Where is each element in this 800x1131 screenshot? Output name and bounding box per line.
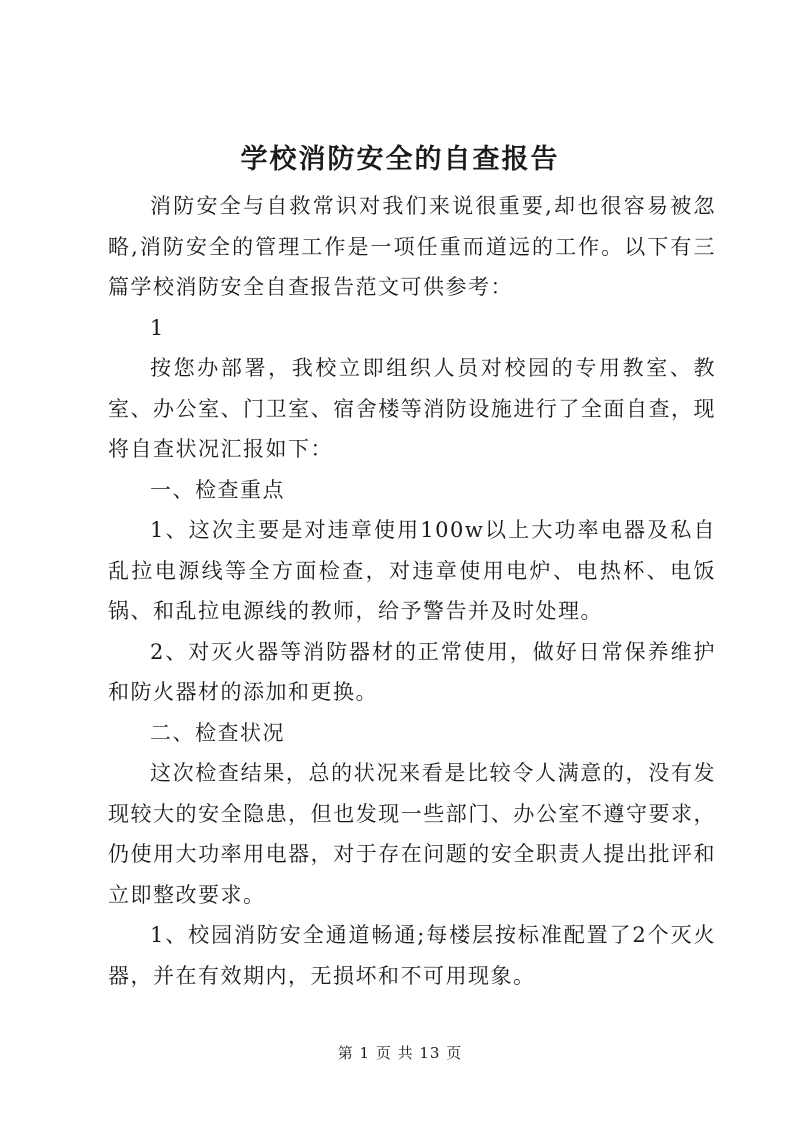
focus-item-2: 2、对灭火器等消防器材的正常使用，做好日常保养维护和防火器材的添加和更换。: [108, 639, 716, 704]
deployment-paragraph: 按您办部署，我校立即组织人员对校园的专用教室、教室、办公室、门卫室、宿舍楼等消防设施进行了全面自查，现将自查状况汇报如下：: [108, 356, 716, 461]
document-body: [108, 186, 716, 996]
section-number: 1: [150, 315, 164, 340]
heading-inspection-focus: 一、检查重点: [150, 477, 285, 502]
status-paragraph: 这次检查结果，总的状况来看是比较令人满意的，没有发现较大的安全隐患，但也发现一些部门、办公室不遵守要求，仍使用大功率用电器，对于存在问题的安全职责人提出批评和立即整改要求。: [108, 761, 716, 907]
focus-item-1: 1、这次主要是对违章使用100w以上大功率电器及私自乱拉电源线等全方面检查，对违章使用电炉、电热杯、电饭锅、和乱拉电源线的教师，给予警告并及时处理。: [108, 518, 716, 623]
intro-paragraph: 消防安全与自救常识对我们来说很重要,却也很容易被忽略,消防安全的管理工作是一项任重而道远的工作。以下有三篇学校消防安全自查报告范文可供参考：: [108, 194, 716, 299]
heading-inspection-status: 二、检查状况: [150, 720, 285, 745]
status-item-1: 1、校园消防安全通道畅通;每楼层按标准配置了2个灭火器，并在有效期内，无损坏和不可用现象。: [108, 923, 716, 988]
document-title: 学校消防安全的自查报告: [240, 144, 560, 175]
page-footer: 第 1 页 共 13 页: [337, 1044, 463, 1062]
